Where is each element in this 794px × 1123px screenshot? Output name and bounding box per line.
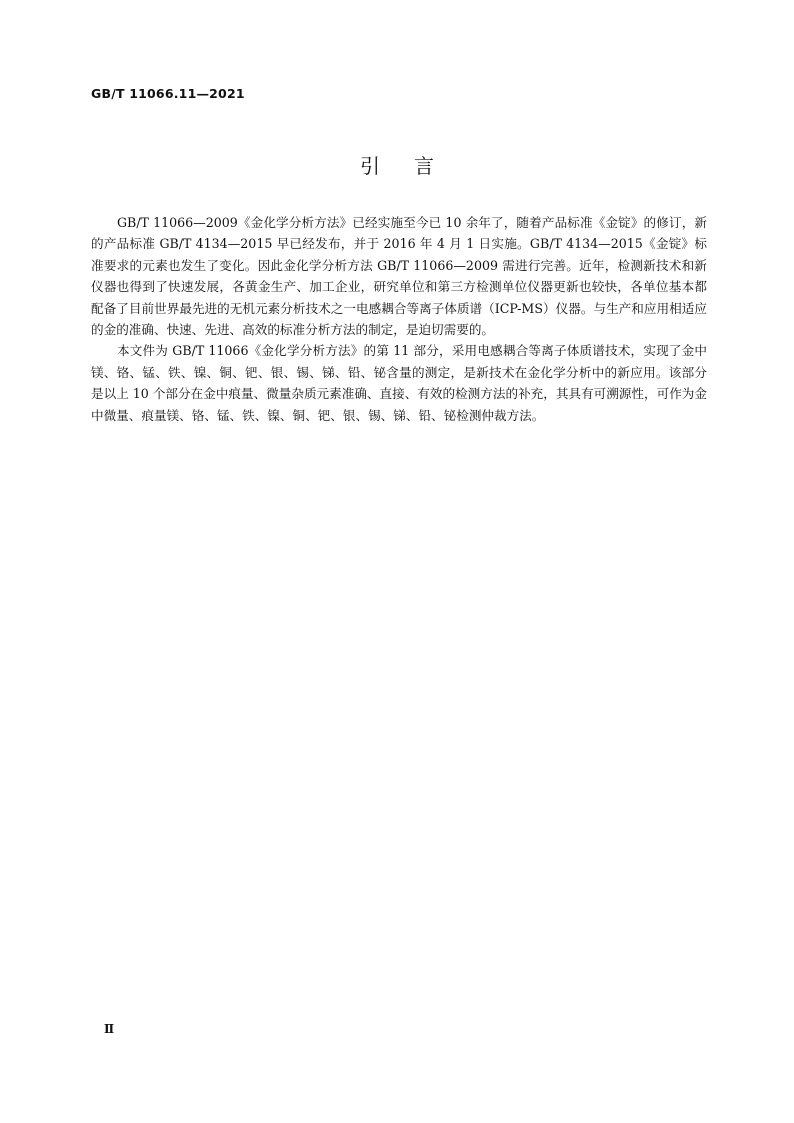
standard-code: GB/T 11066.11—2021 [91,86,245,101]
paragraph: GB/T 11066—2009《金化学分析方法》已经实施至今已 10 余年了，随着产品标准《金锭》的修订，新的产品标准 GB/T 4134—2015 早已经发布，并于 2016 年 4 月 1 日实施。GB/T 4134—2015《金锭》标准要求的元素也发生了变化。因此金化学分析方法 GB/T 11066—2009 需进行完善。近年，检测新技术和新仪器也得到了快速发展，各黄金生产、加工企业，研究单位和第三方检测单位仪器更新也较快，各单位基本都配备了目前世界最先进的无机元素分析技术之一电感耦合等离子体质谱（ICP-MS）仪器。与生产和应用相适应的金的准确、快速、先进、高效的标准分析方法的制定，是迫切需要的。 [91,215,707,338]
page-title-char-2: 言 [414,154,434,178]
paragraph: 本文件为 GB/T 11066《金化学分析方法》的第 11 部分，采用电感耦合等离子体质谱技术，实现了金中镁、铬、锰、铁、镍、铜、钯、银、锡、锑、铅、铋含量的测定，是新技术在金化学分析中的新应用。该部分是以上 10 个部分在金中痕量、微量杂质元素准确、直接、有效的检测方法的补充，其具有可溯源性，可作为金中微量、痕量镁、铬、锰、铁、镍、铜、钯、银、锡、锑、铅、铋检测仲裁方法。 [91,343,707,423]
page-number: Ⅱ [104,1022,115,1036]
page-title-char-1: 引 [360,154,380,178]
page-title [0,150,794,179]
introduction-body [91,212,707,426]
